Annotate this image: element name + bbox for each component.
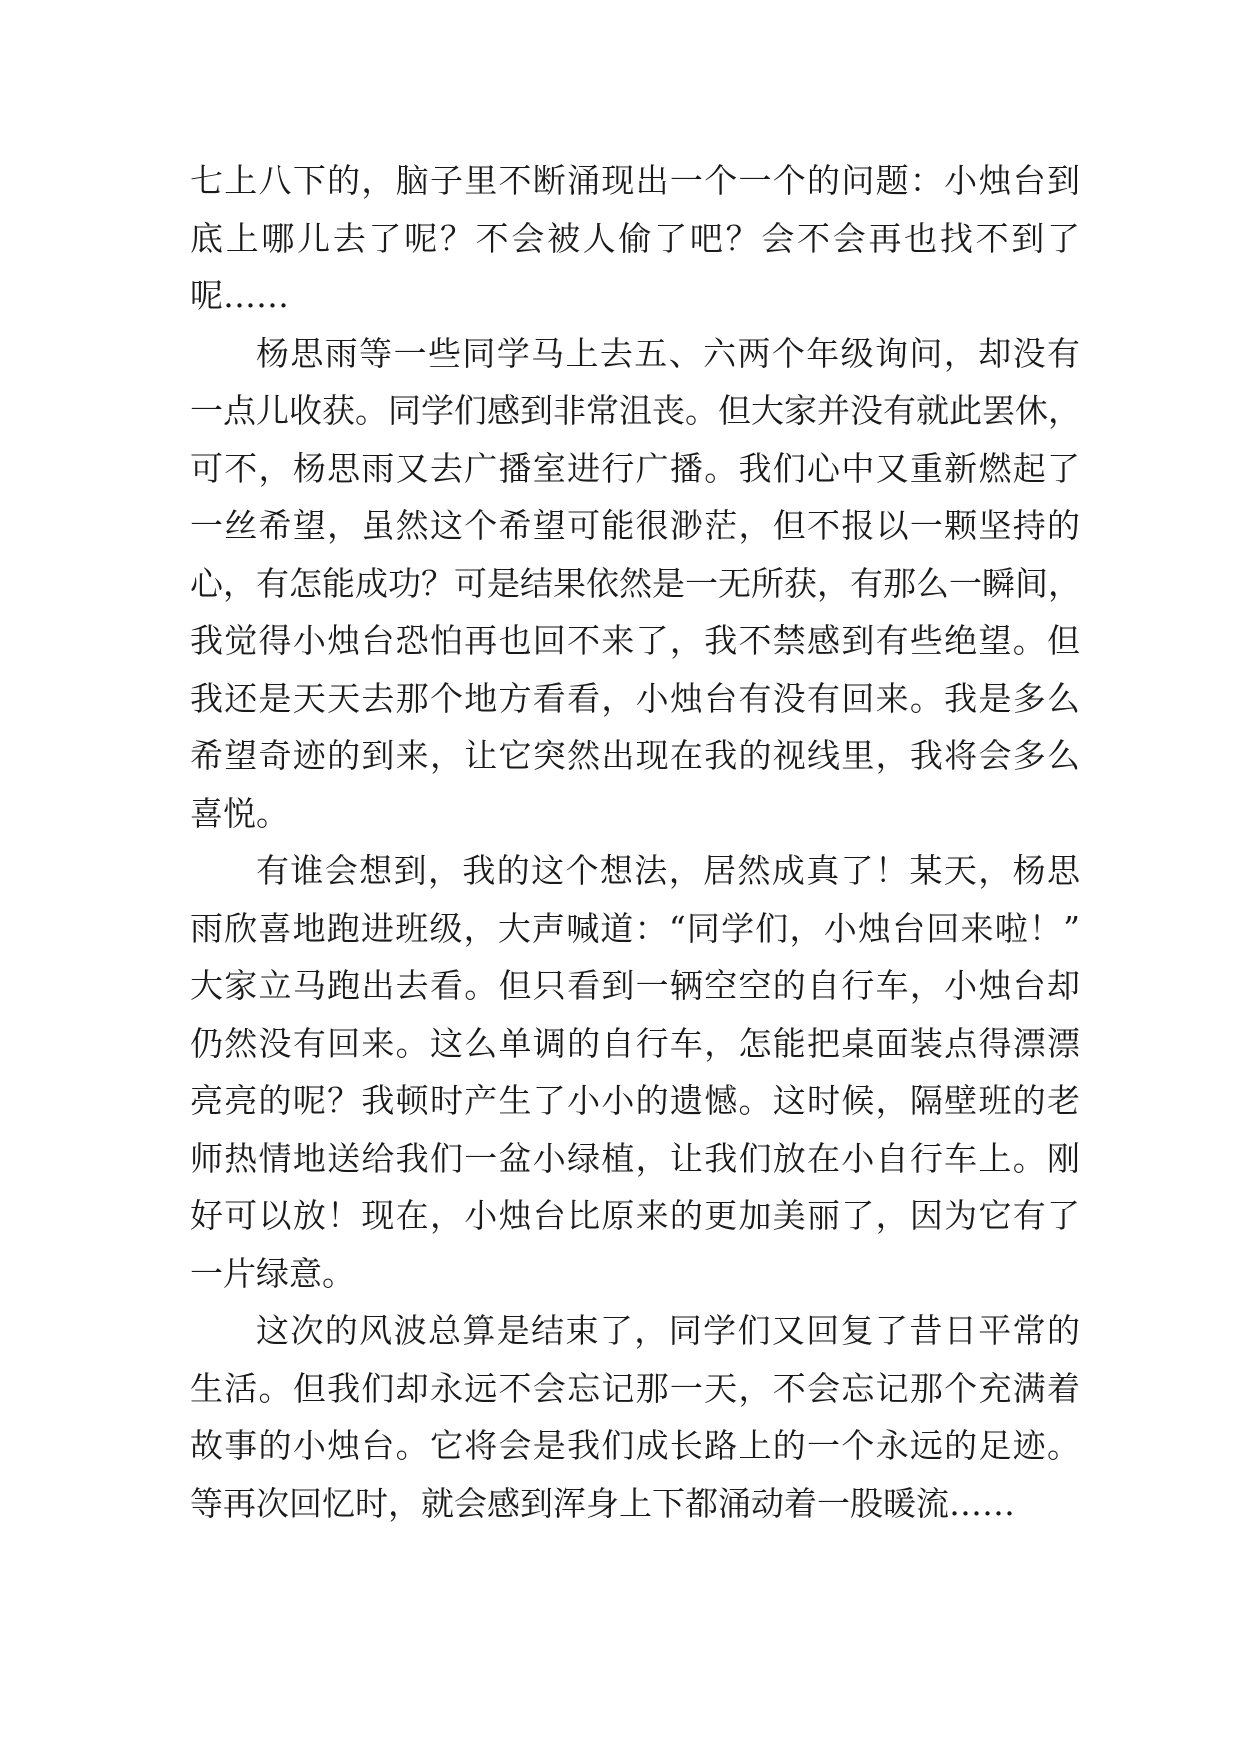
- text-line: 呢……: [190, 276, 289, 315]
- text-line: 喜悦。: [190, 793, 289, 833]
- text-line: 雨欣喜地跑进班级，大声喊道：“同学们，小烛台回来啦！”: [190, 908, 1080, 948]
- text-line: 仍然没有回来。这么单调的自行车，怎能把桌面装点得漂漂: [190, 1023, 1080, 1063]
- text-line: 底上哪儿去了呢？不会被人偷了吧？会不会再也找不到了: [190, 218, 1080, 258]
- text-line: 我觉得小烛台恐怕再也回不来了，我不禁感到有些绝望。但: [190, 621, 1080, 660]
- text-line: 可不，杨思雨又去广播室进行广播。我们心中又重新燃起了: [190, 448, 1080, 488]
- text-line: 一点儿收获。同学们感到非常沮丧。但大家并没有就此罢休，: [190, 391, 1081, 430]
- text-line: 心，有怎能成功？可是结果依然是一无所获，有那么一瞬间，: [190, 563, 1081, 603]
- text-line: 师热情地送给我们一盆小绿植，让我们放在小自行车上。刚: [190, 1138, 1080, 1178]
- text-line: 七上八下的，脑子里不断涌现出一个一个的问题：小烛台到: [190, 161, 1080, 200]
- text-line: 希望奇迹的到来，让它突然出现在我的视线里，我将会多么: [190, 736, 1080, 775]
- text-line: 一丝希望，虽然这个希望可能很渺茫，但不报以一颗坚持的: [190, 506, 1080, 545]
- essay-body: [190, 152, 1080, 1532]
- text-line: 等再次回忆时，就会感到浑身上下都涌动着一股暖流……: [190, 1483, 1015, 1523]
- paragraph-first-line: 这次的风波总算是结束了，同学们又回复了昔日平常的: [256, 1311, 1080, 1350]
- text-line: 一片绿意。: [190, 1253, 355, 1293]
- paragraph-first-line: 有谁会想到，我的这个想法，居然成真了！某天，杨思: [256, 851, 1080, 890]
- text-line: 好可以放！现在，小烛台比原来的更加美丽了，因为它有了: [190, 1196, 1080, 1235]
- paragraph-first-line: 杨思雨等一些同学马上去五、六两个年级询问，却没有: [256, 333, 1080, 373]
- text-line: 我还是天天去那个地方看看，小烛台有没有回来。我是多么: [190, 678, 1080, 718]
- text-line: 故事的小烛台。它将会是我们成长路上的一个永远的足迹。: [190, 1426, 1080, 1465]
- text-line: 大家立马跑出去看。但只看到一辆空空的自行车，小烛台却: [190, 966, 1080, 1005]
- text-line: 生活。但我们却永远不会忘记那一天，不会忘记那个充满着: [190, 1368, 1080, 1408]
- text-line: 亮亮的呢？我顿时产生了小小的遗憾。这时候，隔壁班的老: [190, 1081, 1080, 1120]
